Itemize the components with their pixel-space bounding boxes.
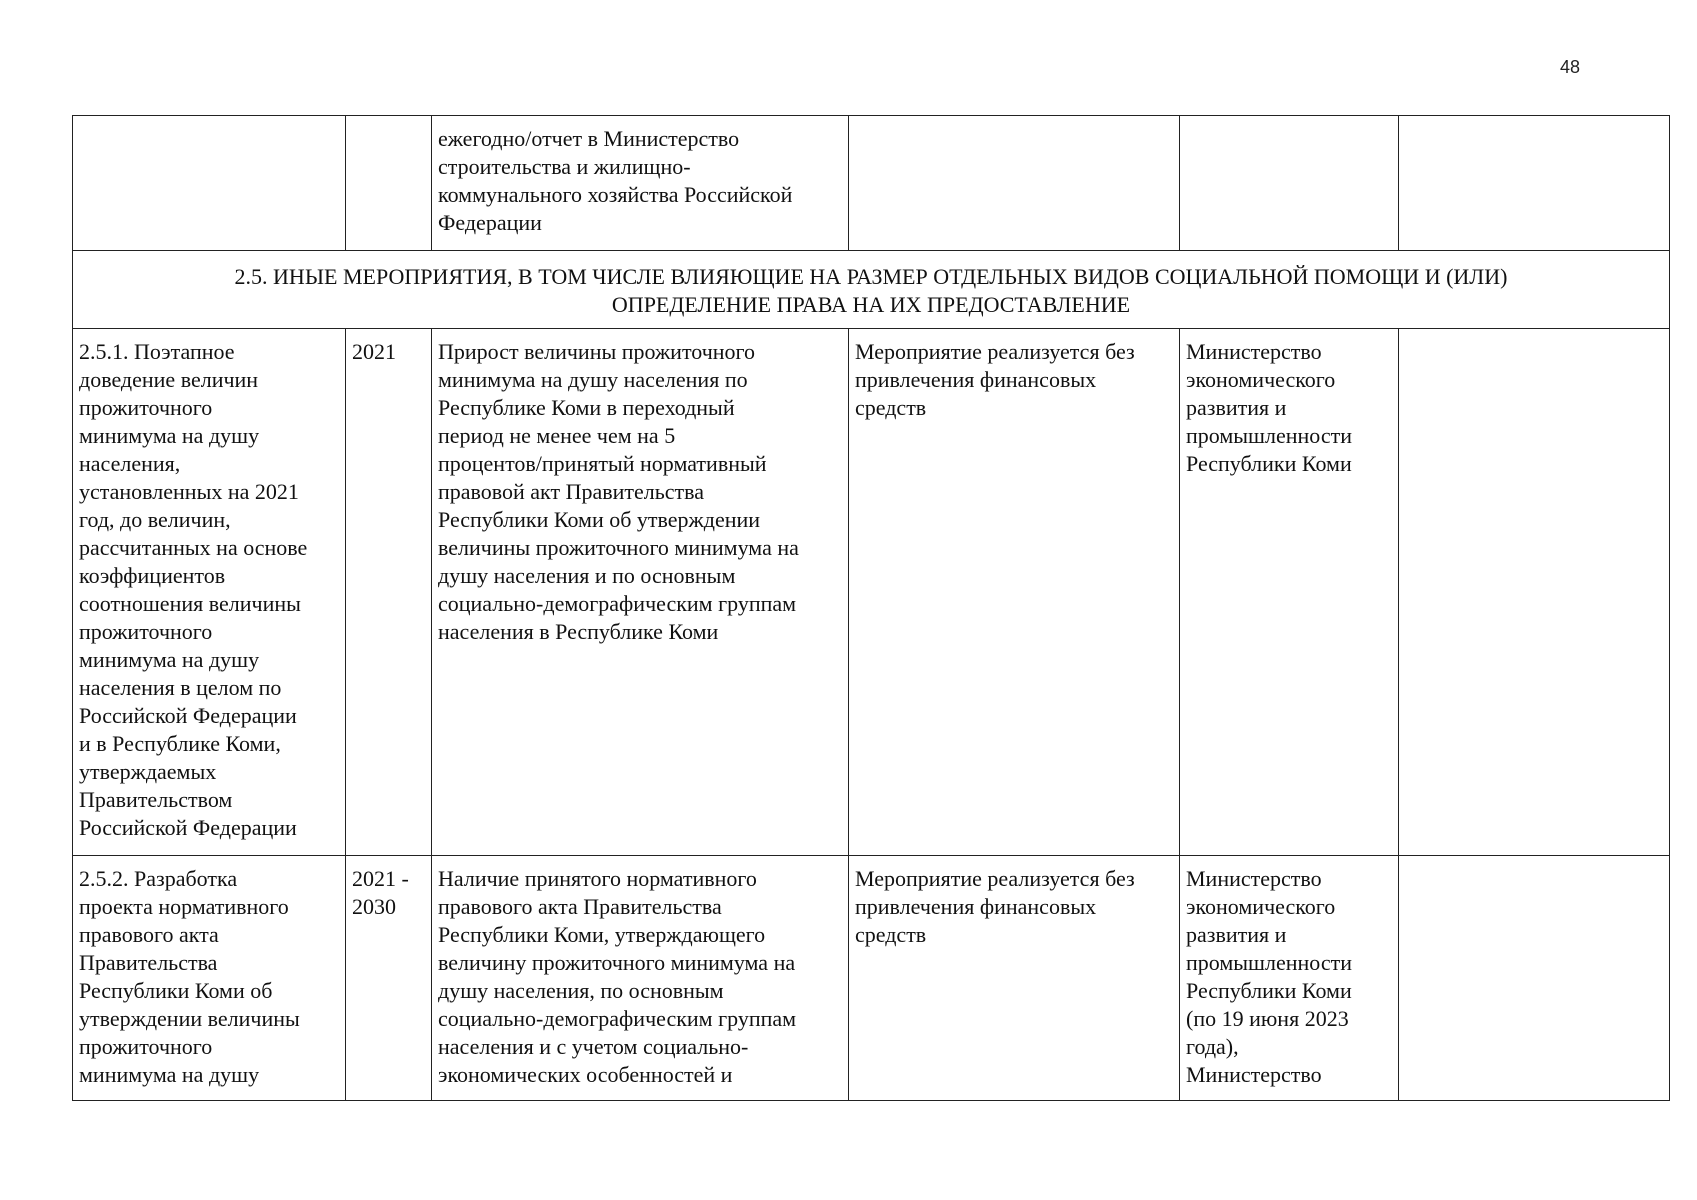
- table-row: [73, 856, 1670, 1101]
- measure-cell: [73, 116, 346, 251]
- extra-cell: [1399, 329, 1670, 856]
- period-cell: 2021 - 2030: [346, 856, 432, 1101]
- result-cell: Прирост величины прожиточного минимума на душу населения по Республике Коми в переходный период не менее чем на 5 процентов/принятый нормативный правовой акт Правительства Республики Коми об утверждении величины прожиточного минимума на душу населения и по основным социально-демографическим группам населения в Республике Коми: [432, 329, 849, 856]
- executor-cell: Министерство экономического развития и промышленности Республики Коми: [1180, 329, 1399, 856]
- measure-cell: 2.5.2. Разработка проекта нормативного правового акта Правительства Республики Коми об утверждении величины прожиточного минимума на душу: [73, 856, 346, 1101]
- extra-cell: [1399, 856, 1670, 1101]
- section-header-row: [73, 251, 1670, 329]
- page-number: 48: [1560, 57, 1581, 77]
- executor-cell: [1180, 116, 1399, 251]
- period-cell: 2021: [346, 329, 432, 856]
- measures-table: [72, 115, 1670, 1101]
- executor-cell: Министерство экономического развития и промышленности Республики Коми (по 19 июня 2023 года), Министерство: [1180, 856, 1399, 1101]
- result-cell: ежегодно/отчет в Министерство строительства и жилищно- коммунального хозяйства Российской Федерации: [432, 116, 849, 251]
- result-cell: Наличие принятого нормативного правового акта Правительства Республики Коми, утверждающего величину прожиточного минимума на душу населения, по основным социально-демографическим группам населения и с учетом социально- экономических особенностей и: [432, 856, 849, 1101]
- measure-cell: 2.5.1. Поэтапное доведение величин прожиточного минимума на душу населения, установленных на 2021 год, до величин, рассчитанных на основе коэффициентов соотношения величины прожиточного минимума на душу населения в целом по Российской Федерации и в Республике Коми, утверждаемых Правительством Российской Федерации: [73, 329, 346, 856]
- funding-cell: Мероприятие реализуется без привлечения финансовых средств: [849, 856, 1180, 1101]
- section-header: 2.5. ИНЫЕ МЕРОПРИЯТИЯ, В ТОМ ЧИСЛЕ ВЛИЯЮЩИЕ НА РАЗМЕР ОТДЕЛЬНЫХ ВИДОВ СОЦИАЛЬНОЙ ПОМОЩИ И (ИЛИ) ОПРЕДЕЛЕНИЕ ПРАВА НА ИХ ПРЕДОСТАВЛЕНИЕ: [73, 251, 1670, 329]
- funding-cell: [849, 116, 1180, 251]
- extra-cell: [1399, 116, 1670, 251]
- funding-cell: Мероприятие реализуется без привлечения финансовых средств: [849, 329, 1180, 856]
- table-row-continued: [73, 116, 1670, 251]
- period-cell: [346, 116, 432, 251]
- table-row: [73, 329, 1670, 856]
